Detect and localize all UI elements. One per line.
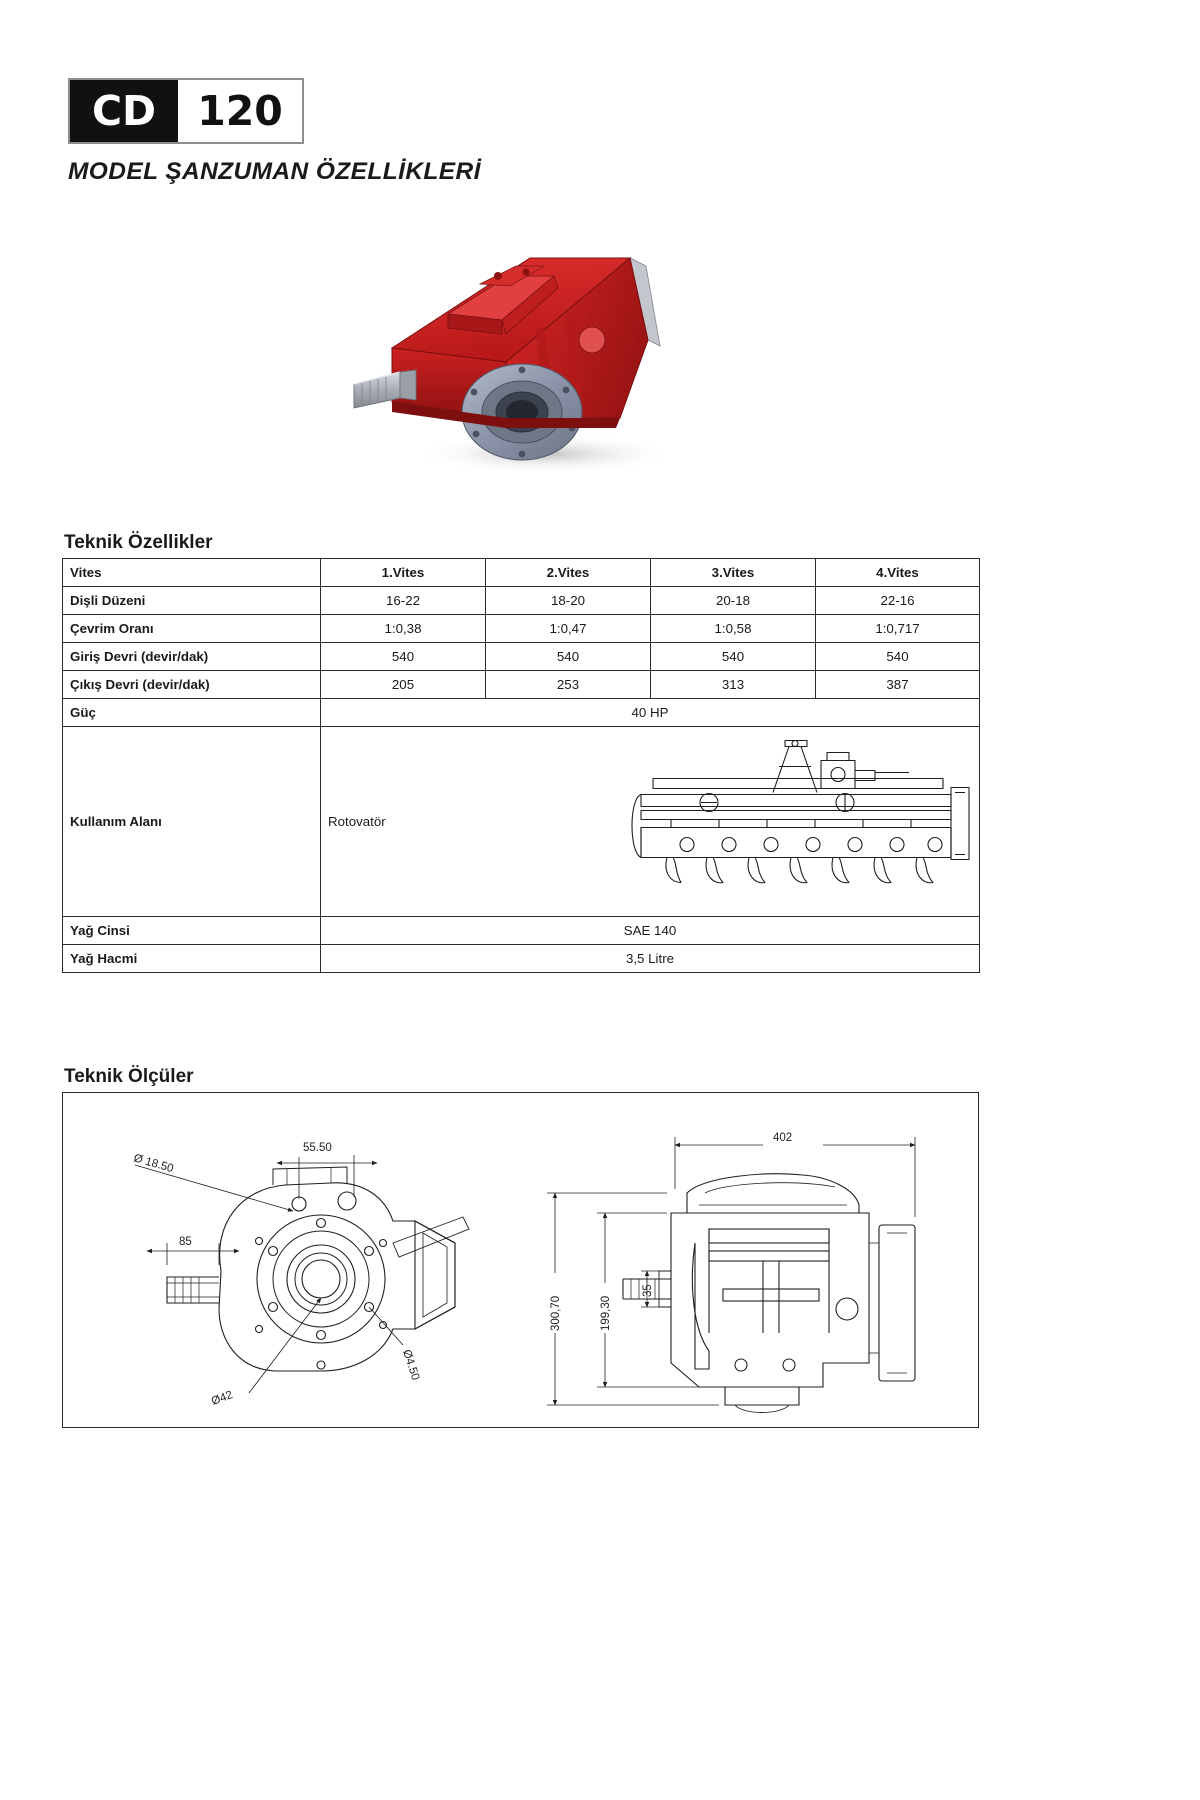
dim-shaft-offset: 35 xyxy=(642,1284,654,1297)
dim-mid-height: 199,30 xyxy=(600,1295,612,1331)
table-row-oil-type xyxy=(63,917,980,945)
cell-oil-volume-value: 3,5 Litre xyxy=(321,945,980,973)
cell-teeth-4: 22-16 xyxy=(816,587,980,615)
gearbox-illustration xyxy=(330,222,750,492)
table-row xyxy=(63,615,980,643)
product-photo xyxy=(330,222,750,492)
cell-output-rpm-1: 205 xyxy=(321,671,486,699)
row-label-power: Güç xyxy=(63,699,321,727)
dim-overall-height: 300,70 xyxy=(550,1295,562,1331)
technical-specs-table xyxy=(62,558,980,973)
cell-ratio-2: 1:0,47 xyxy=(486,615,651,643)
cell-output-rpm-3: 313 xyxy=(651,671,816,699)
dim-overall-length: 402 xyxy=(773,1132,793,1144)
row-label-oil-type: Yağ Cinsi xyxy=(63,917,321,945)
table-row xyxy=(63,671,980,699)
table-row-power xyxy=(63,699,980,727)
cell-teeth-3: 20-18 xyxy=(651,587,816,615)
table-row xyxy=(63,587,980,615)
row-label-output-rpm: Çıkış Devri (devir/dak) xyxy=(63,671,321,699)
side-view-drawing xyxy=(623,1174,915,1413)
cell-output-rpm-2: 253 xyxy=(486,671,651,699)
column-header-gear-1: 1.Vites xyxy=(321,559,486,587)
cell-application-value xyxy=(321,727,980,917)
dim-shaft-length: 85 xyxy=(179,1236,192,1248)
dimensions-heading: Teknik Ölçüler xyxy=(64,1066,194,1087)
model-logo xyxy=(68,78,304,144)
column-header-gear-2: 2.Vites xyxy=(486,559,651,587)
cell-teeth-2: 18-20 xyxy=(486,587,651,615)
cell-input-rpm-3: 540 xyxy=(651,643,816,671)
row-label-conversion-ratio: Çevrim Oranı xyxy=(63,615,321,643)
logo-prefix: CD xyxy=(70,80,178,142)
page-subtitle: MODEL ŞANZUMAN ÖZELLİKLERİ xyxy=(68,158,481,185)
front-view-drawing xyxy=(167,1167,469,1371)
cell-input-rpm-2: 540 xyxy=(486,643,651,671)
cell-output-rpm-4: 387 xyxy=(816,671,980,699)
cell-input-rpm-1: 540 xyxy=(321,643,486,671)
table-row xyxy=(63,643,980,671)
table-row-oil-volume xyxy=(63,945,980,973)
dim-bore-diameter: Ø 18.50 xyxy=(132,1152,175,1176)
logo-model-number: 120 xyxy=(178,80,302,142)
cell-oil-type-value: SAE 140 xyxy=(321,917,980,945)
specs-heading: Teknik Özellikler xyxy=(64,532,213,553)
table-row-application xyxy=(63,727,980,917)
row-label-application: Kullanım Alanı xyxy=(63,727,321,917)
dim-flange-diameter: Ø42 xyxy=(209,1389,235,1408)
row-label-input-rpm: Giriş Devri (devir/dak) xyxy=(63,643,321,671)
rotavator-illustration xyxy=(623,732,973,911)
cell-ratio-3: 1:0,58 xyxy=(651,615,816,643)
application-value-text: Rotovatör xyxy=(328,814,386,829)
column-header-gear-3: 3.Vites xyxy=(651,559,816,587)
cell-teeth-1: 16-22 xyxy=(321,587,486,615)
front-view-labels xyxy=(132,1142,421,1408)
cell-input-rpm-4: 540 xyxy=(816,643,980,671)
cell-ratio-1: 1:0,38 xyxy=(321,615,486,643)
cell-ratio-4: 1:0,717 xyxy=(816,615,980,643)
technical-drawings-panel xyxy=(62,1092,979,1428)
dim-hole-diameter: Ø4.50 xyxy=(400,1348,422,1382)
row-label-oil-volume: Yağ Hacmi xyxy=(63,945,321,973)
column-header-gear-4: 4.Vites xyxy=(816,559,980,587)
logo-badge xyxy=(68,78,304,144)
column-header-vites: Vites xyxy=(63,559,321,587)
dim-bolt-spacing: 55.50 xyxy=(303,1142,332,1154)
row-label-gear-ratio-teeth: Dişli Düzeni xyxy=(63,587,321,615)
table-header-row xyxy=(63,559,980,587)
dimension-drawings xyxy=(63,1093,976,1425)
cell-power-value: 40 HP xyxy=(321,699,980,727)
front-view-dimensions xyxy=(135,1155,403,1393)
